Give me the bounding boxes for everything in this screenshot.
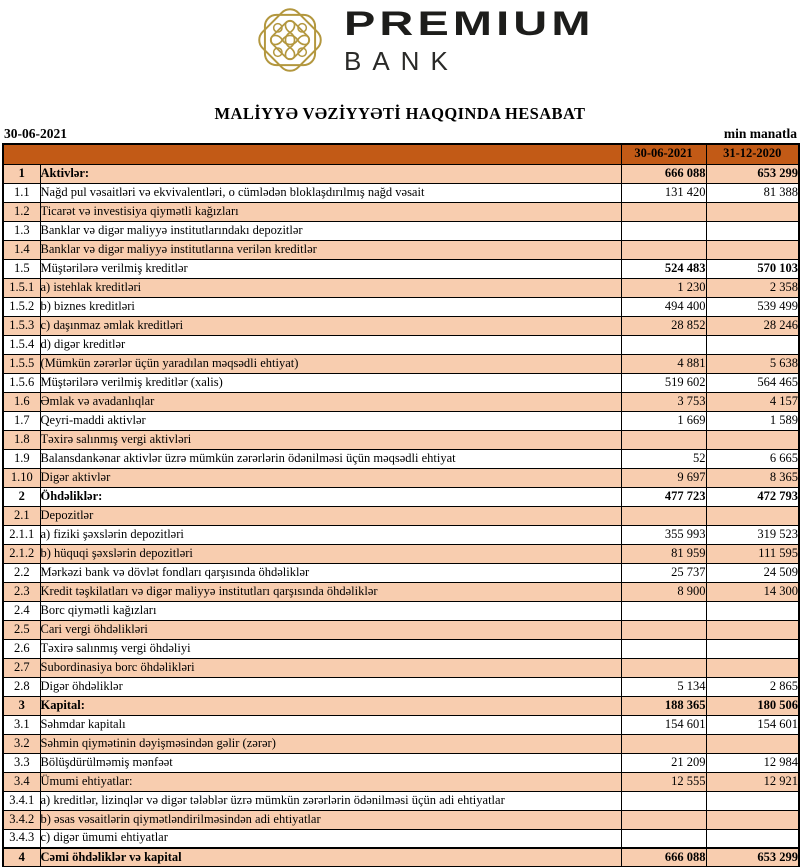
row-label: Mərkəzi bank və dövlət fondları qarşısında öhdəliklər [40,563,621,582]
row-label: c) digər ümumi ehtiyatlar [40,829,621,848]
row-number: 1.6 [3,392,40,411]
table-row [3,221,799,240]
table-row [3,259,799,278]
row-value-current: 4 881 [621,354,706,373]
row-number: 4 [3,848,40,867]
row-value-current: 21 209 [621,753,706,772]
table-row [3,468,799,487]
row-value-current: 25 737 [621,563,706,582]
row-label: Aktivlər: [40,164,621,183]
table-row [3,772,799,791]
table-row [3,525,799,544]
row-label: Balansdankənar aktivlər üzrə mümkün zərərlərin ödənilməsi üçün məqsədli ehtiyat [40,449,621,468]
row-value-previous: 12 984 [706,753,799,772]
row-value-current: 9 697 [621,468,706,487]
row-number: 2.6 [3,639,40,658]
table-row [3,316,799,335]
row-value-previous [706,810,799,829]
row-value-previous [706,791,799,810]
row-value-previous: 12 921 [706,772,799,791]
row-number: 2.1 [3,506,40,525]
row-number: 3.4.3 [3,829,40,848]
table-row [3,278,799,297]
row-number: 2.8 [3,677,40,696]
row-value-previous: 180 506 [706,696,799,715]
row-label: Kapital: [40,696,621,715]
header-empty-cell [3,144,621,164]
row-label: a) fiziki şəxslərin depozitləri [40,525,621,544]
table-row [3,164,799,183]
table-row [3,183,799,202]
row-value-previous: 2 358 [706,278,799,297]
row-value-previous: 81 388 [706,183,799,202]
row-value-current [621,810,706,829]
report-meta [0,125,800,143]
table-row [3,544,799,563]
row-value-current: 1 230 [621,278,706,297]
table-row [3,373,799,392]
row-number: 1.10 [3,468,40,487]
row-number: 1.5.1 [3,278,40,297]
row-number: 3.2 [3,734,40,753]
row-number: 1.8 [3,430,40,449]
row-value-previous: 653 299 [706,848,799,867]
row-value-previous [706,639,799,658]
row-label: Öhdəliklər: [40,487,621,506]
row-value-current: 28 852 [621,316,706,335]
row-label: Banklar və digər maliyyə institutlarındakı depozitlər [40,221,621,240]
row-number: 2.1.1 [3,525,40,544]
row-value-previous: 24 509 [706,563,799,582]
row-value-previous [706,734,799,753]
row-number: 1.5 [3,259,40,278]
header-current-period: 30-06-2021 [621,144,706,164]
row-label: a) kreditlər, lizinqlər və digər tələblər üzrə mümkün zərərlərin ödənilməsi üçün adi ehtiyatlar [40,791,621,810]
row-number: 1.7 [3,411,40,430]
table-row [3,354,799,373]
row-value-current: 355 993 [621,525,706,544]
row-label: Digər aktivlər [40,468,621,487]
row-value-current [621,791,706,810]
row-number: 1.4 [3,240,40,259]
table-row [3,240,799,259]
table-row [3,582,799,601]
report-table-body [3,164,799,867]
table-row [3,430,799,449]
table-row [3,620,799,639]
row-label: Banklar və digər maliyyə institutlarına verilən kreditlər [40,240,621,259]
row-number: 2.7 [3,658,40,677]
header-previous-period: 31-12-2020 [706,144,799,164]
row-number: 1.5.5 [3,354,40,373]
row-number: 3.3 [3,753,40,772]
row-label: Əmlak və avadanlıqlar [40,392,621,411]
row-number: 3 [3,696,40,715]
row-value-current [621,430,706,449]
row-label: a) istehlak kreditləri [40,278,621,297]
row-value-previous [706,829,799,848]
row-value-current: 519 602 [621,373,706,392]
row-value-current [621,734,706,753]
row-value-current: 8 900 [621,582,706,601]
row-value-previous: 539 499 [706,297,799,316]
row-label: Kredit təşkilatları və digər maliyyə institutları qarşısında öhdəliklər [40,582,621,601]
row-label: Cəmi öhdəliklər və kapital [40,848,621,867]
row-number: 2.3 [3,582,40,601]
row-value-previous: 653 299 [706,164,799,183]
row-value-previous [706,506,799,525]
row-label: b) biznes kreditləri [40,297,621,316]
report-title: MALİYYƏ VƏZİYYƏTİ HAQQINDA HESABAT [214,104,586,123]
row-number: 3.1 [3,715,40,734]
row-value-current: 154 601 [621,715,706,734]
table-row [3,449,799,468]
row-number: 2.4 [3,601,40,620]
table-row [3,677,799,696]
row-number: 1 [3,164,40,183]
row-label: Təxirə salınmış vergi öhdəliyi [40,639,621,658]
table-row [3,829,799,848]
row-number: 3.4.1 [3,791,40,810]
row-value-current: 477 723 [621,487,706,506]
table-row [3,506,799,525]
row-value-current [621,335,706,354]
row-value-current [621,829,706,848]
row-number: 3.4 [3,772,40,791]
row-number: 1.3 [3,221,40,240]
row-value-previous: 154 601 [706,715,799,734]
row-label: b) hüquqi şəxslərin depozitləri [40,544,621,563]
row-label: Səhmin qiymətinin dəyişməsindən gəlir (zərər) [40,734,621,753]
table-row [3,734,799,753]
row-label: Təxirə salınmış vergi aktivləri [40,430,621,449]
table-row [3,297,799,316]
row-value-previous: 2 865 [706,677,799,696]
row-value-current: 1 669 [621,411,706,430]
row-number: 1.5.4 [3,335,40,354]
row-number: 1.5.2 [3,297,40,316]
row-value-current: 52 [621,449,706,468]
row-value-previous [706,202,799,221]
table-row [3,753,799,772]
row-value-previous: 1 589 [706,411,799,430]
row-value-previous: 5 638 [706,354,799,373]
row-label: d) digər kreditlər [40,335,621,354]
row-value-current: 524 483 [621,259,706,278]
row-value-previous: 570 103 [706,259,799,278]
row-value-current: 12 555 [621,772,706,791]
row-value-previous [706,430,799,449]
row-value-previous [706,620,799,639]
table-row [3,791,799,810]
row-number: 1.5.6 [3,373,40,392]
row-value-previous: 111 595 [706,544,799,563]
brand-subtitle: BANK [344,46,459,76]
row-value-current [621,202,706,221]
row-value-previous [706,658,799,677]
row-value-previous [706,335,799,354]
row-value-current: 188 365 [621,696,706,715]
row-label: Ümumi ehtiyatlar: [40,772,621,791]
row-label: Ticarət və investisiya qiymətli kağızları [40,202,621,221]
financial-statement-table [2,143,800,867]
row-label: Bölüşdürülməmiş mənfəət [40,753,621,772]
row-value-previous: 564 465 [706,373,799,392]
row-value-previous: 6 665 [706,449,799,468]
row-label: Cari vergi öhdəlikləri [40,620,621,639]
bank-header [0,0,800,92]
table-row [3,563,799,582]
table-row [3,848,799,867]
table-header-row [3,144,799,164]
row-number: 2.2 [3,563,40,582]
row-value-current [621,506,706,525]
row-number: 2.5 [3,620,40,639]
row-label: Səhmdar kapitalı [40,715,621,734]
table-row [3,658,799,677]
premium-bank-emblem-icon [246,2,334,78]
row-value-current [621,601,706,620]
row-value-previous [706,221,799,240]
row-value-current [621,620,706,639]
row-label: Müştərilərə verilmiş kreditlər (xalis) [40,373,621,392]
brand-block [344,5,595,76]
row-label: Depozitlər [40,506,621,525]
brand-name: PREMIUM [344,5,595,43]
row-label: b) əsas vəsaitlərin qiymətləndirilməsindən adi ehtiyatlar [40,810,621,829]
row-value-current: 666 088 [621,164,706,183]
row-label: Borc qiymətli kağızları [40,601,621,620]
row-value-current [621,639,706,658]
row-label: Müştərilərə verilmiş kreditlər [40,259,621,278]
row-number: 3.4.2 [3,810,40,829]
table-row [3,487,799,506]
row-value-current [621,221,706,240]
table-row [3,601,799,620]
row-value-current: 494 400 [621,297,706,316]
row-label: c) daşınmaz əmlak kreditləri [40,316,621,335]
row-value-current: 81 959 [621,544,706,563]
row-number: 1.1 [3,183,40,202]
table-row [3,335,799,354]
row-value-current [621,658,706,677]
row-value-previous [706,240,799,259]
row-label: Subordinasiya borc öhdəlikləri [40,658,621,677]
report-date: 30-06-2021 [4,126,67,141]
row-number: 1.5.3 [3,316,40,335]
row-number: 1.2 [3,202,40,221]
row-number: 2 [3,487,40,506]
table-row [3,202,799,221]
table-row [3,715,799,734]
row-value-current: 3 753 [621,392,706,411]
unit-label: min manatla [723,126,797,141]
row-value-current: 5 134 [621,677,706,696]
row-value-current [621,240,706,259]
row-value-previous: 4 157 [706,392,799,411]
table-row [3,810,799,829]
table-row [3,392,799,411]
row-value-previous: 28 246 [706,316,799,335]
row-value-current: 666 088 [621,848,706,867]
row-value-previous: 14 300 [706,582,799,601]
row-value-previous: 8 365 [706,468,799,487]
table-row [3,411,799,430]
row-label: Qeyri-maddi aktivlər [40,411,621,430]
row-number: 2.1.2 [3,544,40,563]
row-label: Nağd pul vəsaitləri və ekvivalentləri, o cümlədən bloklaşdırılmış nağd vəsait [40,183,621,202]
row-label: (Mümkün zərərlər üçün yaradılan məqsədli ehtiyat) [40,354,621,373]
row-value-current: 131 420 [621,183,706,202]
table-row [3,639,799,658]
row-value-previous: 319 523 [706,525,799,544]
row-number: 1.9 [3,449,40,468]
row-label: Digər öhdəliklər [40,677,621,696]
row-value-previous [706,601,799,620]
row-value-previous: 472 793 [706,487,799,506]
table-row [3,696,799,715]
